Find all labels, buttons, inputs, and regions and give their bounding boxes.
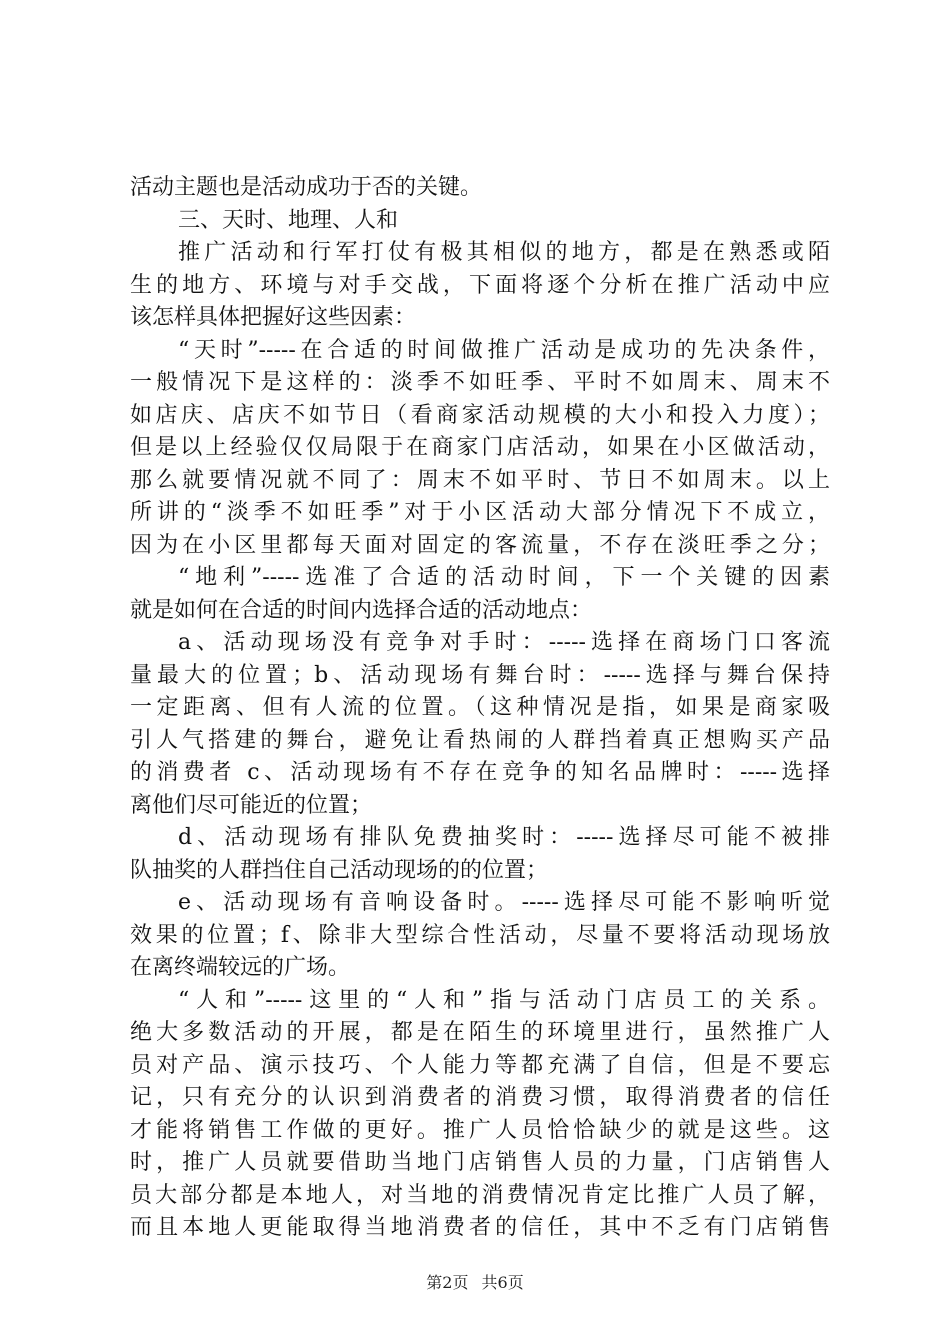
text-line: 三、天时、地理、人和 [178,207,399,233]
text-line: 员对产品、演示技巧、个人能力等都充满了自信，但是不要忘 [130,1052,830,1078]
text-line: 该怎样具体把握好这些因素： [130,305,417,330]
text-line: d、活动现场有排队免费抽奖时：-----选择尽可能不被排 [178,825,830,850]
text-line: 如店庆、店庆不如节日（看商家活动规模的大小和投入力度）； [130,402,830,428]
text-line: 生的地方、环境与对手交战，下面将逐个分析在推广活动中应 [130,272,830,298]
text-line: 效果的位置；f、除非大型综合性活动，尽量不要将活动现场放 [130,922,830,948]
text-line: 因为在小区里都每天面对固定的客流量，不存在淡旺季之分； [130,532,830,558]
text-line: 一般情况下是这样的：淡季不如旺季、平时不如周末、周末不 [130,370,830,395]
text-line: 时，推广人员就要借助当地门店销售人员的力量，门店销售人 [130,1150,830,1175]
text-line: a、活动现场没有竞争对手时：-----选择在商场门口客流 [178,630,830,655]
page-number: 第2页 [426,1273,469,1292]
text-line: “人和”-----这里的“人和”指与活动门店员工的关系。 [178,987,830,1013]
text-line: 量最大的位置；b、活动现场有舞台时：-----选择与舞台保持 [130,662,830,688]
text-line: 离他们尽可能近的位置； [130,792,373,818]
page-footer [0,1270,950,1293]
text-line: 活动主题也是活动成功于否的关键。 [130,175,483,200]
document-body [130,172,830,1245]
text-line: 而且本地人更能取得当地消费者的信任，其中不乏有门店销售 [130,1215,830,1240]
text-line: “天时”-----在合适的时间做推广活动是成功的先决条件， [178,337,830,363]
text-line: 记，只有充分的认识到消费者的消费习惯，取得消费者的信任 [130,1085,830,1110]
text-line: 绝大多数活动的开展，都是在陌生的环境里进行，虽然推广人 [130,1020,830,1045]
text-line: 但是以上经验仅仅局限于在商家门店活动，如果在小区做活动， [130,435,830,460]
text-line: 才能将销售工作做的更好。推广人员恰恰缺少的就是这些。这 [130,1117,830,1143]
page-total: 共6页 [481,1273,524,1292]
text-line: 推广活动和行军打仗有极其相似的地方，都是在熟悉或陌 [178,240,830,265]
text-line: 引人气搭建的舞台，避免让看热闹的人群挡着真正想购买产品 [130,727,830,753]
text-line: 的消费者 c、活动现场有不存在竞争的知名品牌时：-----选择 [130,760,830,785]
text-line: 所讲的“淡季不如旺季”对于小区活动大部分情况下不成立， [130,500,830,525]
text-line: 一定距离、但有人流的位置。（这种情况是指，如果是商家吸 [130,695,830,720]
text-line: e、活动现场有音响设备时。-----选择尽可能不影响听觉 [178,890,830,915]
text-line: “地利”-----选准了合适的活动时间，下一个关键的因素 [178,565,830,590]
text-line: 就是如何在合适的时间内选择合适的活动地点： [130,597,593,623]
text-line: 在离终端较远的广场。 [130,955,351,980]
text-line: 员大部分都是本地人，对当地的消费情况肯定比推广人员了解， [130,1182,830,1208]
text-line: 队抽奖的人群挡住自己活动现场的的位置； [130,857,549,883]
text-line: 那么就要情况就不同了：周末不如平时、节日不如周末。以上 [130,467,830,493]
